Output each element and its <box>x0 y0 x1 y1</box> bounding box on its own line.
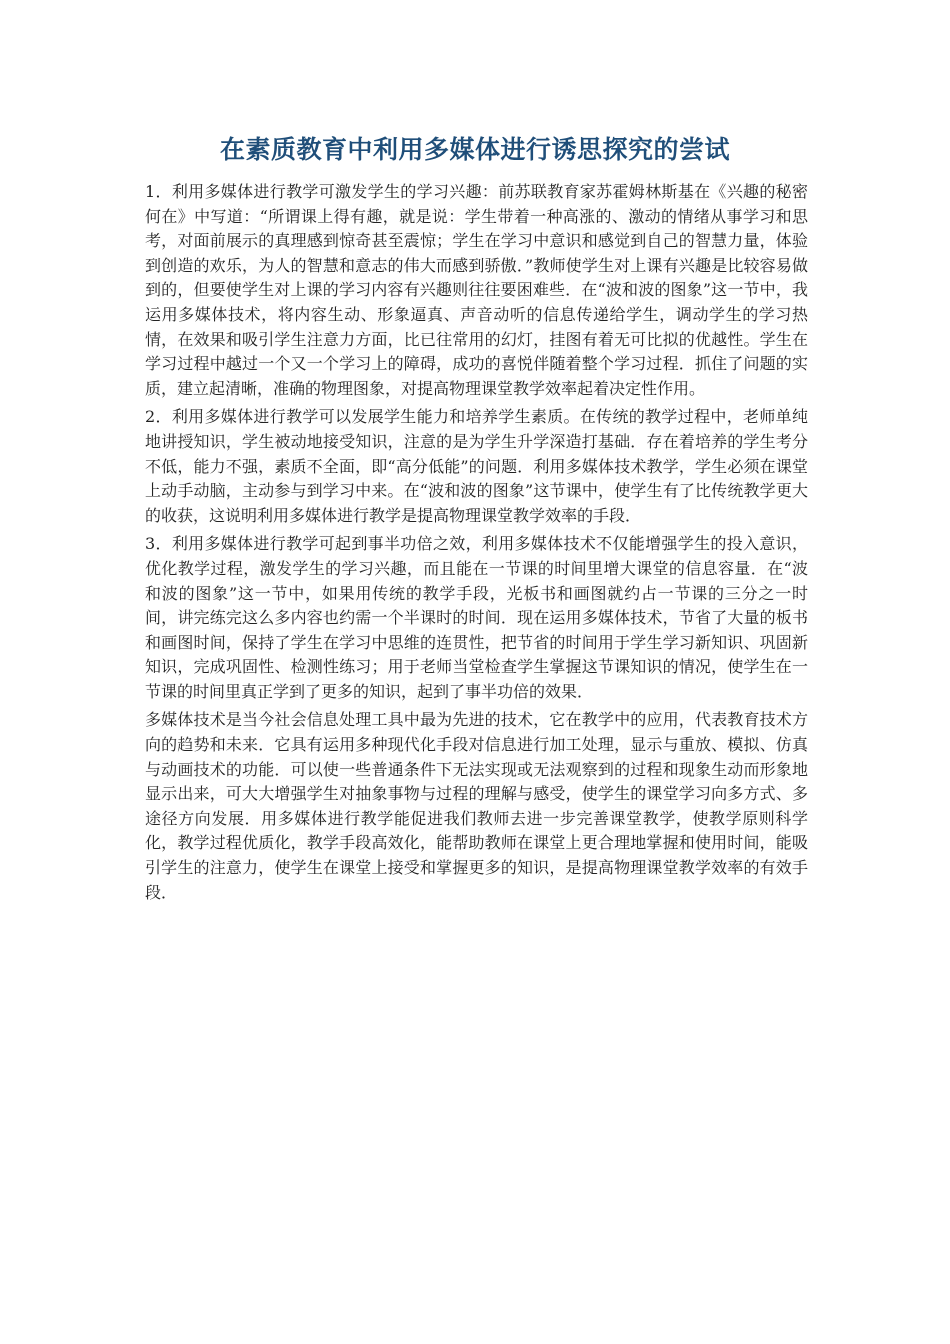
document-title: 在素质教育中利用多媒体进行诱思探究的尝试 <box>219 135 730 164</box>
paragraph-3: 3．利用多媒体进行教学可起到事半功倍之效，利用多媒体技术不仅能增强学生的投入意识，优化教学过程，激发学生的学习兴趣，而且能在一节课的时间里增大课堂的信息容量．在“波和波的图象”这一节中，如果用传统的教学手段，光板书和画图就约占一节课的三分之一时间，讲完练完这么多内容也约需一个半课时的时间．现在运用多媒体技术，节省了大量的板书和画图时间，保持了学生在学习中思维的连贯性，把节省的时间用于学生学习新知识、巩固新知识，完成巩固性、检测性练习；用于老师当堂检查学生掌握这节课知识的情况，使学生在一节课的时间里真正学到了更多的知识，起到了事半功倍的效果． <box>145 534 808 701</box>
document-body <box>145 180 808 905</box>
paragraph-2: 2．利用多媒体进行教学可以发展学生能力和培养学生素质。在传统的教学过程中，老师单纯地讲授知识，学生被动地接受知识，注意的是为学生升学深造打基础．存在着培养的学生考分不低，能力不强，素质不全面，即“高分低能”的问题．利用多媒体技术教学，学生必须在课堂上动手动脑，主动参与到学习中来。在“波和波的图象”这节课中，使学生有了比传统教学更大的收获，这说明利用多媒体进行教学是提高物理课堂教学效率的手段． <box>145 407 808 525</box>
paragraph-4: 多媒体技术是当今社会信息处理工具中最为先进的技术，它在教学中的应用，代表教育技术方向的趋势和未来．它具有运用多种现代化手段对信息进行加工处理，显示与重放、模拟、仿真与动画技术的功能．可以使一些普通条件下无法实现或无法观察到的过程和现象生动而形象地显示出来，可大大增强学生对抽象事物与过程的理解与感受，使学生的课堂学习向多方式、多途径方向发展．用多媒体进行教学能促进我们教师去进一步完善课堂教学，使教学原则科学化，教学过程优质化，教学手段高效化，能帮助教师在课堂上更合理地掌握和使用时间，能吸引学生的注意力，使学生在课堂上接受和掌握更多的知识，是提高物理课堂教学效率的有效手段． <box>145 710 808 902</box>
paragraph-1: 1．利用多媒体进行教学可激发学生的学习兴趣：前苏联教育家苏霍姆林斯基在《兴趣的秘密何在》中写道：“所谓课上得有趣，就是说：学生带着一种高涨的、激动的情绪从事学习和思考，对面前展示的真理感到惊奇甚至震惊；学生在学习中意识和感觉到自己的智慧力量，体验到创造的欢乐，为人的智慧和意志的伟大而感到骄傲．”教师使学生对上课有兴趣是比较容易做到的，但要使学生对上课的学习内容有兴趣则往往要困难些．在“波和波的图象”这一节中，我运用多媒体技术，将内容生动、形象逼真、声音动听的信息传递给学生，调动学生的学习热情，在效果和吸引学生注意力方面，比已往常用的幻灯，挂图有着无可比拟的优越性。学生在学习过程中越过一个又一个学习上的障碍，成功的喜悦伴随着整个学习过程．抓住了问题的实质，建立起清晰，准确的物理图象，对提高物理课堂教学效率起着决定性作用。 <box>145 182 808 398</box>
